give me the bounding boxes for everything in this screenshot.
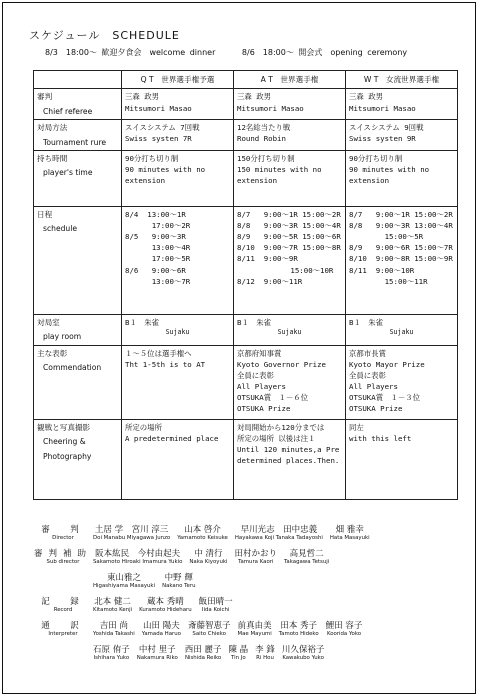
table-cell — [346, 150, 458, 206]
staff-people — [93, 523, 463, 541]
schedule-page — [2, 2, 476, 694]
row-label-jp: 対局室 — [37, 317, 60, 327]
cell-line: A predetermined place — [125, 433, 219, 443]
cell-line: 8/5 9:00～3R — [125, 232, 186, 242]
staff-member-en: Hata Masayuki — [329, 535, 370, 541]
cell-line: 京都市長賞 — [349, 348, 386, 358]
staff-role — [33, 643, 93, 661]
row-label-en: play room — [43, 332, 82, 342]
staff-member-jp: 中野 輝 — [164, 573, 193, 583]
cell-line: 90分打ち切り制 — [125, 153, 179, 163]
staff-member — [189, 547, 227, 565]
cell-line: 15:00～5R — [349, 232, 424, 242]
cell-line: Sujaku — [165, 328, 190, 337]
row-label-en: Photography — [43, 451, 92, 461]
cell-line: 90 minutes with no — [349, 165, 430, 175]
table-cell — [122, 206, 234, 314]
staff-role — [33, 523, 93, 541]
cell-line: 8/10 9:00～7R 15:00～8R — [237, 243, 341, 253]
staff-member-jp: 山田 陽夫 — [143, 621, 180, 631]
staff-row — [33, 643, 463, 661]
staff-people — [93, 547, 463, 565]
cell-line: 同左 — [349, 422, 364, 432]
staff-member-jp: 蔵本 秀晴 — [147, 597, 184, 607]
table-row-cheering-photography — [34, 419, 458, 499]
cell-line: Until 120 minutes,a Pre — [237, 444, 340, 454]
cell-line: 8/11 9:00～9R — [237, 254, 298, 264]
staff-role-en: Record — [53, 607, 73, 613]
cell-line: 8/8 9:00～3R 15:00～4R — [237, 221, 341, 231]
cell-line: 京都府知事賞 — [237, 348, 282, 358]
staff-role-en: Interpreter — [48, 631, 78, 637]
cell-line: 8/9 9:00～5R 15:00～6R — [237, 232, 341, 242]
staff-member-jp: 飯田晴一 — [198, 597, 233, 607]
table-row-schedule — [34, 206, 458, 314]
staff-member — [162, 571, 195, 589]
staff-member-en: Yoshida Takashi — [93, 631, 135, 637]
staff-member — [284, 547, 329, 565]
staff-member-en: Takagawa Tetsuji — [284, 559, 330, 565]
staff-member-en: Kuramoto Hideharu — [139, 607, 192, 613]
staff-member — [185, 643, 222, 661]
staff-member-jp: 田本 秀子 — [280, 621, 318, 631]
cell-line: 8/4 13:00～1R — [125, 209, 186, 219]
row-label — [34, 206, 122, 314]
cell-line: 90 minutes with no — [125, 165, 206, 175]
table-row-players-time — [34, 150, 458, 206]
cell-line: 15:00～11R — [349, 276, 428, 286]
row-label-en: schedule — [43, 224, 78, 234]
cell-line: 全員に表彰 — [237, 370, 274, 380]
table-cell — [122, 345, 234, 419]
staff-member-en: Yamamoto Keisuke — [177, 535, 228, 541]
staff-role — [33, 619, 93, 637]
table-cell — [346, 419, 458, 499]
staff-role — [33, 547, 93, 565]
staff-member-en: Tin Jo — [230, 655, 246, 661]
row-label-en: Commendation — [43, 363, 102, 373]
staff-member-jp: 山本 啓介 — [184, 525, 221, 535]
cell-line: 所定の場所 以後は注１ — [237, 433, 316, 443]
table-cell — [346, 89, 458, 120]
staff-member-jp: 西田 麗子 — [184, 645, 222, 655]
cell-line: Mitsumori Masao — [349, 103, 416, 113]
cell-line: with this left — [349, 433, 412, 443]
cell-line: 所定の場所 — [125, 422, 162, 432]
cell-line: スイスシステム 9回戦 — [349, 123, 424, 133]
staff-member — [93, 547, 182, 565]
cell-line: All Players — [237, 382, 286, 392]
staff-member-jp: 石原 侑子 — [93, 645, 130, 655]
table-row-play-room — [34, 314, 458, 345]
cell-line: OTSUKA Prize — [237, 404, 291, 414]
cell-line: 150 minutes with no — [237, 165, 322, 175]
staff-member-jp: 高見哲二 — [289, 549, 324, 559]
staff-role-jp: 審 判 — [41, 525, 85, 535]
staff-people — [93, 643, 463, 661]
table-cell — [122, 314, 234, 345]
row-label — [34, 120, 122, 151]
staff-member — [199, 595, 233, 613]
cell-line: OTSUKA賞 １－６位 — [237, 393, 309, 403]
staff-member-jp: 鯉田 容子 — [325, 621, 363, 631]
row-label-jp: 観戦と写真撮影 — [37, 422, 91, 432]
staff-member-jp: 東山雅之 — [107, 573, 142, 583]
staff-member-en: Sakamoto Hiroaki Imamura Yukio — [93, 559, 183, 565]
staff-member-en: Tamoto Hideko — [278, 631, 319, 637]
event-line — [45, 47, 429, 58]
cell-line: 17:00～5R — [125, 254, 191, 264]
cell-line: 13:00～4R — [125, 243, 191, 253]
staff-member-en: Ishihara Yuko — [93, 655, 130, 661]
staff-member-jp: 田村かおり — [234, 549, 278, 559]
staff-member-jp: 土居 学 宮川 淳三 — [94, 525, 169, 535]
staff-member — [255, 643, 275, 661]
staff-member — [93, 571, 155, 589]
staff-member-en: Saito Chieko — [192, 631, 226, 637]
staff-member-jp: 中 清行 — [194, 549, 223, 559]
cell-line: Sujaku — [389, 328, 414, 337]
staff-member-en: Naka Kiyoyuki — [189, 559, 228, 565]
table-cell — [122, 150, 234, 206]
row-label-en: player's time — [43, 168, 93, 178]
staff-member — [93, 643, 130, 661]
cell-line: 8/6 9:00～6R — [125, 265, 186, 275]
table-cell — [122, 419, 234, 499]
staff-member — [235, 523, 323, 541]
staff-member — [93, 619, 135, 637]
staff-role — [33, 595, 93, 613]
cell-line: 13:00～7R — [125, 276, 191, 286]
cell-line: 150分打ち切り制 — [237, 153, 295, 163]
column-header-qt: Q T 世界選手権予選 — [122, 71, 234, 89]
cell-line: B１ 朱雀 — [237, 317, 272, 327]
cell-line: 全員に表彰 — [349, 370, 386, 380]
cell-line: Kyoto Governor Prize — [237, 359, 326, 369]
welcome-dinner-event: 8/3 18:00～ 歓迎夕食会 welcome dinner — [45, 48, 216, 57]
table-cell — [122, 89, 234, 120]
cell-line: Mitsumori Masao — [125, 103, 192, 113]
column-header-at: A T 世界選手権 — [234, 71, 346, 89]
staff-member-jp: 阪本紘民 今村由起夫 — [95, 549, 181, 559]
cell-line: All Players — [349, 382, 398, 392]
cell-line: B１ 朱雀 — [125, 317, 160, 327]
cell-line: determined places.Then. — [237, 456, 340, 466]
staff-member-en: Kawakubo Yuko — [282, 655, 324, 661]
staff-member-en: Nishida Reiko — [184, 655, 222, 661]
cell-line: Sujaku — [277, 328, 302, 337]
page-title: スケジュール SCHEDULE — [29, 29, 180, 42]
staff-member — [139, 595, 192, 613]
staff-member — [177, 523, 228, 541]
row-label-en: Tournament rure — [43, 137, 107, 147]
table-row-commendation — [34, 345, 458, 419]
staff-list — [33, 523, 463, 667]
staff-member-jp: 早川光志 田中忠義 — [240, 525, 318, 535]
table-cell — [346, 206, 458, 314]
staff-member-en: Nakamura Riko — [136, 655, 178, 661]
row-label — [34, 89, 122, 120]
cell-line: 12名総当たり戦 — [237, 123, 291, 133]
staff-row — [33, 523, 463, 541]
row-label-jp: 対局方法 — [37, 123, 68, 133]
staff-member-en: Mae Mayumi — [237, 631, 272, 637]
cell-line: Kyoto Mayor Prize — [349, 359, 425, 369]
staff-member-en: Higashiyama Masayuki — [93, 583, 156, 589]
row-label-jp: 日程 — [37, 209, 53, 219]
staff-member-en: Hayakawa Koji Tanaka Tadayoshi — [234, 535, 323, 541]
staff-member — [188, 619, 231, 637]
staff-role-jp: 審判補助 — [33, 549, 92, 559]
table-header-row — [34, 71, 458, 89]
cell-line: Mitsumori Masao — [237, 103, 304, 113]
cell-line: Swiss systen 9R — [349, 134, 416, 144]
table-cell — [234, 345, 346, 419]
staff-member-en: Ri Hou — [256, 655, 274, 661]
table-corner — [34, 71, 122, 89]
staff-member — [142, 619, 181, 637]
cell-line: 8/7 9:00～1R 15:00～2R — [349, 209, 453, 219]
cell-line: 8/8 9:00～3R 13:00～4R — [349, 221, 453, 231]
staff-member-jp: 前真由美 — [237, 621, 272, 631]
cell-line: 三森 政男 — [237, 92, 272, 102]
staff-member-jp: 中村 里子 — [138, 645, 176, 655]
cell-line: 8/12 9:00～11R — [237, 276, 303, 286]
staff-member — [93, 523, 170, 541]
cell-line: extension — [125, 176, 166, 186]
row-label-en: Cheering & — [43, 437, 86, 447]
cell-line: Swiss systen 7R — [125, 134, 192, 144]
cell-line: 8/9 9:00～6R 15:00～7R — [349, 243, 453, 253]
table-cell — [234, 89, 346, 120]
cell-line: 15:00～10R — [237, 265, 334, 275]
staff-row — [33, 547, 463, 565]
cell-line: Tht 1-5th is to AT — [125, 359, 206, 369]
cell-line: OTSUKA Prize — [349, 404, 403, 414]
cell-line: OTSUKA賞 １－３位 — [349, 393, 421, 403]
staff-row — [33, 619, 463, 637]
staff-member-jp: 吉田 尚 — [99, 621, 128, 631]
staff-member — [93, 595, 132, 613]
row-label — [34, 419, 122, 499]
table-cell — [234, 419, 346, 499]
staff-role-jp: 通 訳 — [41, 621, 85, 631]
table-cell — [234, 314, 346, 345]
cell-line: 三森 政男 — [125, 92, 160, 102]
row-label-jp: 主な表彰 — [37, 348, 68, 358]
staff-member — [228, 643, 248, 661]
table-row-chief-referee — [34, 89, 458, 120]
cell-line: 90分打ち切り制 — [349, 153, 403, 163]
table-cell — [234, 206, 346, 314]
table-cell — [234, 120, 346, 151]
cell-line: 8/11 9:00～10R — [349, 265, 415, 275]
cell-line: １～５位は選手権へ — [125, 348, 192, 358]
staff-member-en: Tamura Kaori — [238, 559, 274, 565]
staff-member — [326, 619, 363, 637]
staff-member — [282, 643, 325, 661]
table-cell — [122, 120, 234, 151]
staff-member-en: Kitamoto Kenji — [93, 607, 133, 613]
staff-member-jp: 陳 晶 — [228, 645, 249, 655]
column-header-wt: W T 女流世界選手権 — [346, 71, 458, 89]
schedule-table — [33, 70, 458, 500]
cell-line: 8/7 9:00～1R 15:00～2R — [237, 209, 341, 219]
row-label — [34, 150, 122, 206]
row-label — [34, 345, 122, 419]
table-row-tournament-rule — [34, 120, 458, 151]
table-cell — [346, 314, 458, 345]
row-label-en: Chief referee — [43, 106, 93, 116]
cell-line: 対局開始から120分までは — [237, 422, 325, 432]
staff-people — [93, 619, 463, 637]
staff-row — [33, 571, 463, 589]
staff-people — [93, 571, 463, 589]
staff-member-jp: 斎藤智恵子 — [187, 621, 231, 631]
staff-role — [33, 571, 93, 589]
row-label — [34, 314, 122, 345]
opening-ceremony-event: 8/6 18:00～ 開会式 opening ceremony — [241, 48, 408, 57]
staff-member — [137, 643, 178, 661]
cell-line: 三森 政男 — [349, 92, 384, 102]
staff-role-en: Sub director — [46, 559, 80, 565]
table-cell — [346, 120, 458, 151]
staff-member-jp: 川久保裕子 — [281, 645, 325, 655]
cell-line: B１ 朱雀 — [349, 317, 384, 327]
staff-role-jp: 記 録 — [41, 597, 85, 607]
cell-line: extension — [237, 176, 278, 186]
staff-row — [33, 595, 463, 613]
staff-role-en: Director — [52, 535, 74, 541]
staff-member-en: Yamada Haruo — [141, 631, 181, 637]
table-cell — [234, 150, 346, 206]
cell-line: extension — [349, 176, 390, 186]
row-label-jp: 持ち時間 — [37, 153, 68, 163]
cell-line: Round Robin — [237, 134, 286, 144]
cell-line: スイスシステム 7回戦 — [125, 123, 200, 133]
staff-member-jp: 北本 健二 — [94, 597, 131, 607]
staff-member-en: Doi Manabu Miyagawa Junzo — [93, 535, 171, 541]
staff-member — [279, 619, 319, 637]
staff-member — [237, 619, 271, 637]
staff-people — [93, 595, 463, 613]
staff-member-en: Nakano Teru — [162, 583, 196, 589]
row-label-jp: 審判 — [37, 92, 53, 102]
staff-member-jp: 畑 雅幸 — [335, 525, 364, 535]
staff-member — [330, 523, 370, 541]
cell-line: 17:00～2R — [125, 221, 191, 231]
staff-member-en: Iida Koichi — [201, 607, 230, 613]
staff-member-jp: 李 鋒 — [255, 645, 275, 655]
staff-member-en: Koorida Yoko — [326, 631, 362, 637]
staff-member — [235, 547, 278, 565]
table-cell — [346, 345, 458, 419]
cell-line: 8/10 9:00～8R 15:00～9R — [349, 254, 453, 264]
